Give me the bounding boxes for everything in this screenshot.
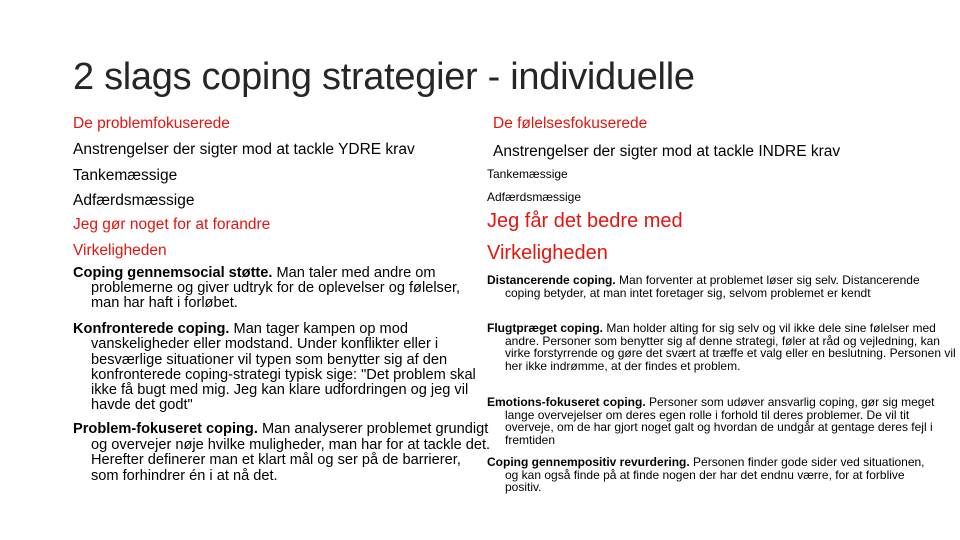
slide-title: 2 slags coping strategier - individuelle: [73, 56, 695, 98]
left-item-3-term: Problem-fokuseret coping.: [73, 421, 258, 437]
right-item-3-text: Personer som udøver ansvarlig coping, gør sig meget lange overvejelser om deres egen rolle i forhold til deres problemer. De vil tit overveje, om de har gjort noget galt og hvordan de undgår at gentage deres fejl i fremtiden: [505, 395, 935, 447]
left-subheading: Anstrengelser der sigter mod at tackle YDRE krav: [73, 141, 415, 158]
left-item-3-text: Man analyserer problemet grundigt og overvejer nøje hvilke muligheder, man har for at tackle det. Herefter definerer man et klart mål og ser på de barrierer, som forhindrer én i at nå det.: [91, 421, 491, 484]
right-line-2: Adfærdsmæssige: [487, 190, 582, 204]
left-item-2-text: Man tager kampen op mod vanskeligheder eller modstand. Under konflikter eller i besværlige situationer vil typen som benytter sig af den konfronterede coping-strategi typisk sige: "Det problem skal ikke få bugt med mig. Jeg kan klare udfordringen og jeg vil havde det godt": [91, 321, 476, 414]
right-line-4: Virkeligheden: [487, 242, 608, 264]
left-line-2: Adfærdsmæssige: [73, 192, 195, 209]
right-item-2-term: Flugtpræget coping.: [487, 321, 603, 335]
left-item-2: [73, 322, 476, 414]
left-line-4: Virkeligheden: [73, 242, 167, 259]
right-item-4: [487, 456, 930, 494]
left-heading: De problemfokuserede: [73, 115, 230, 132]
right-item-3: [487, 396, 960, 446]
right-item-2: [487, 322, 957, 372]
right-item-4-term: Coping gennempositiv revurdering.: [487, 455, 690, 469]
left-item-3: [73, 422, 491, 484]
right-line-1: Tankemæssige: [487, 167, 568, 181]
left-line-3: Jeg gør noget for at forandre: [73, 216, 271, 233]
right-subheading: Anstrengelser der sigter mod at tackle INDRE krav: [493, 143, 841, 160]
right-line-3: Jeg får det bedre med: [487, 210, 683, 232]
right-item-3-term: Emotions-fokuseret coping.: [487, 395, 646, 409]
right-item-2-text: Man holder alting for sig selv og vil ikke dele sine følelser med andre. Personer som benytter sig af denne strategi, føler at råd og vejledning, kan virke forstyrrende og gøre det svært at træffe et valg eller en beslutning. Personen vil her ikke indrømme, at der findes et problem.: [505, 321, 956, 373]
right-item-1-text: Man forventer at problemet løser sig selv. Distancerende coping betyder, at man intet foretager sig, selvom problemet er kendt: [505, 273, 920, 300]
left-item-1-text: Man taler med andre om problemerne og giver udtryk for de oplevelser og følelser, man har haft i forløbet.: [91, 265, 461, 311]
left-item-2-term: Konfronterede coping.: [73, 321, 230, 337]
right-item-1: [487, 274, 925, 300]
right-item-1-term: Distancerende coping.: [487, 273, 616, 287]
left-line-1: Tankemæssige: [73, 167, 178, 184]
left-item-1: [73, 266, 491, 311]
left-item-1-term: Coping gennemsocial støtte.: [73, 265, 273, 281]
right-heading: De følelsesfokuserede: [493, 115, 648, 132]
right-item-4-text: Personen finder gode sider ved situationen, og kan også finde på at finde nogen der har det endnu værre, for at forblive positiv.: [505, 455, 925, 495]
